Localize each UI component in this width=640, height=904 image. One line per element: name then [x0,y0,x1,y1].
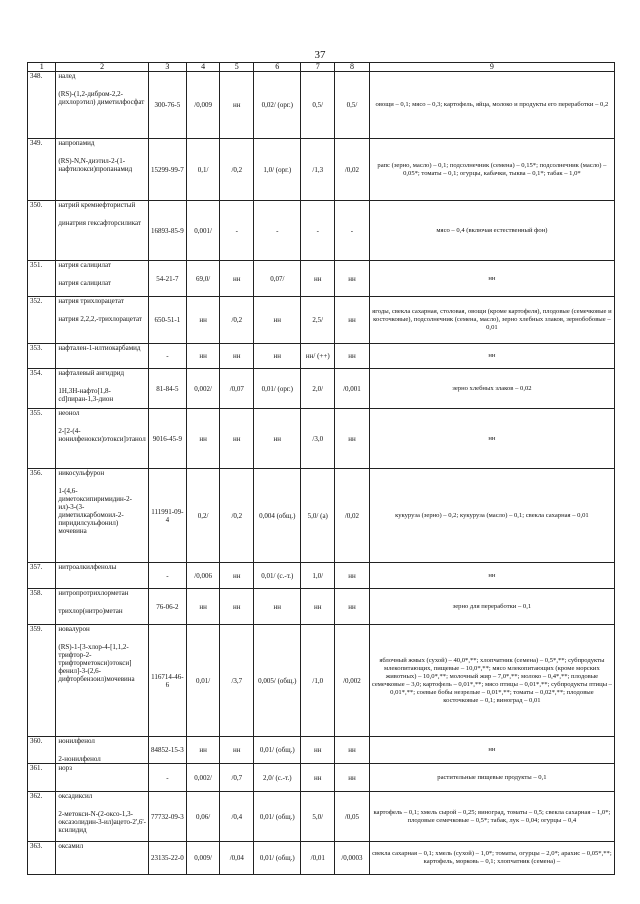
cas-number: 54-21-7 [148,261,186,297]
common-name: натрия салицилат [58,261,111,269]
col4-value: нн [186,297,220,344]
col7-value: нн [301,764,335,792]
col4-value: 0,001/ [186,201,220,261]
header-cell: 2 [56,63,149,72]
col8-value: нн [335,344,370,369]
col6-value: нн [254,409,301,469]
row-number: 359. [28,625,56,737]
chemical-name: (RS)-(1,2-дибром-2,2-дихлорэтил) диметилфосфат [58,90,145,106]
col7-value: /0,01 [301,842,335,875]
substance-name [56,469,149,563]
col4-value: 0,06/ [186,792,220,842]
col8-value: 0,5/ [335,72,370,139]
products-limits: зерно для переработки – 0,1 [369,589,614,625]
col8-value: /0,02 [335,469,370,563]
common-name: новалурон [58,625,90,633]
header-cell: 5 [220,63,254,72]
col5-value: /0,04 [220,842,254,875]
col6-value: нн [254,297,301,344]
cas-number: 116714-46-6 [148,625,186,737]
col6-value: 0,004 (общ.) [254,469,301,563]
products-limits: растительные пищевые продукты – 0,1 [369,764,614,792]
col4-value: нн [186,737,220,764]
products-limits: нн [369,344,614,369]
col6-value: 0,01/ (с.-т.) [254,563,301,589]
common-name: норз [58,764,72,772]
products-limits: нн [369,409,614,469]
col4-value: 69,0/ [186,261,220,297]
chemical-name: 1H,3H-нафто[1,8-cd]пиран-1,3-дион [58,387,114,403]
chemical-name: 1-(4,6-диметоксипиримидин-2-ил)-3-(3-диметилкарбомоил-2-пиридилсульфонил) мочевина [58,487,132,535]
page-number: 37 [314,49,326,61]
col4-value: 0,01/ [186,625,220,737]
cas-number: 111991-09-4 [148,469,186,563]
col7-value: нн/ (++) [301,344,335,369]
col7-value: 0,5/ [301,72,335,139]
col7-value: /3,0 [301,409,335,469]
substance-name [56,261,149,297]
common-name: оксадиксил [58,792,93,800]
row-number: 350. [28,201,56,261]
substance-name [56,764,149,792]
common-name: нитропротрихлорметан [58,589,129,597]
col4-value: 0,1/ [186,139,220,201]
col8-value: /0,0003 [335,842,370,875]
col6-value: - [254,201,301,261]
chemical-name: 2-метокси-N-(2-оксо-1,3-оксазолидин-3-ил)ацето-2',6'-ксилидид [58,810,146,834]
col7-value: /1,3 [301,139,335,201]
chemical-name: 2-нонилфенол [58,755,101,763]
table-row [28,297,615,344]
col6-value: нн [254,344,301,369]
col6-value: 0,01/ (общ.) [254,737,301,764]
col5-value: - [220,201,254,261]
substance-name [56,842,149,875]
col8-value: /0,002 [335,625,370,737]
table-row [28,369,615,409]
cas-number: 84852-15-3 [148,737,186,764]
row-number: 362. [28,792,56,842]
col4-value: нн [186,344,220,369]
row-number: 358. [28,589,56,625]
substance-name [56,344,149,369]
col7-value: - [301,201,335,261]
chemical-name: натрия 2,2,2,-трихлорацетат [58,315,142,323]
col8-value: нн [335,297,370,344]
table-row [28,261,615,297]
table-row [28,344,615,369]
col5-value: /0,7 [220,764,254,792]
substance-name [56,72,149,139]
col7-value: 5,0/ (а) [301,469,335,563]
cas-number: 81-84-5 [148,369,186,409]
substance-name [56,737,149,764]
substance-name [56,297,149,344]
col7-value: нн [301,737,335,764]
col8-value: нн [335,589,370,625]
col5-value: /0,2 [220,297,254,344]
row-number: 356. [28,469,56,563]
row-number: 348. [28,72,56,139]
common-name: нафтален-1-илтиокарбамид [58,344,141,352]
col7-value: 2,0/ [301,369,335,409]
col5-value: нн [220,72,254,139]
col4-value: 0,002/ [186,764,220,792]
col4-value: /0,006 [186,563,220,589]
col8-value: /0,02 [335,139,370,201]
substance-name [56,589,149,625]
col5-value: нн [220,737,254,764]
header-cell: 6 [254,63,301,72]
table-row [28,139,615,201]
col7-value: 5,0/ [301,792,335,842]
col4-value: /0,009 [186,72,220,139]
row-number: 361. [28,764,56,792]
col5-value: /0,2 [220,469,254,563]
table-row [28,563,615,589]
products-limits: кукуруза (зерно) – 0,2; кукуруза (масло) – 0,1; свекла сахарная – 0,01 [369,469,614,563]
products-limits: мясо – 0,4 (включая естественный фон) [369,201,614,261]
col5-value: /0,2 [220,139,254,201]
col6-value: нн [254,589,301,625]
col5-value: нн [220,563,254,589]
common-name: налед [58,72,76,80]
col6-value: 0,005/ (общ.) [254,625,301,737]
col6-value: 0,07/ [254,261,301,297]
col8-value: нн [335,737,370,764]
col6-value: 0,01/ (орг.) [254,369,301,409]
cas-number: 16893-85-9 [148,201,186,261]
col5-value: нн [220,409,254,469]
col8-value: нн [335,764,370,792]
table-row [28,201,615,261]
cas-number: - [148,344,186,369]
row-number: 351. [28,261,56,297]
regulation-table [27,62,615,875]
table-row [28,625,615,737]
chemical-name: 2-[2-(4-нонилфенокси)этокси]этанол [58,427,146,443]
col6-value: 0,01/ (общ.) [254,792,301,842]
table-row [28,737,615,764]
col8-value: /0,001 [335,369,370,409]
cas-number: 9016-45-9 [148,409,186,469]
row-number: 355. [28,409,56,469]
chemical-name: динатрия гексафторсиликат [58,219,142,227]
substance-name [56,563,149,589]
header-cell: 1 [28,63,56,72]
col7-value: 1,0/ [301,563,335,589]
cas-number: 650-51-1 [148,297,186,344]
header-cell: 3 [148,63,186,72]
col4-value: 0,002/ [186,369,220,409]
cas-number: 77732-09-3 [148,792,186,842]
table-row [28,72,615,139]
products-limits: рапс (зерно, масло) – 0,1; подсолнечник (семена) – 0,15*; подсолнечник (масло) – 0,05*; томаты – 0,1; огурцы, кабачки, тыква – 0,1*; табак – 1,0* [369,139,614,201]
col8-value: нн [335,409,370,469]
table-row [28,842,615,875]
common-name: напропамид [58,139,95,147]
col8-value: - [335,201,370,261]
row-number: 354. [28,369,56,409]
substance-name [56,792,149,842]
cas-number: - [148,563,186,589]
col5-value: /0,4 [220,792,254,842]
col4-value: 0,2/ [186,469,220,563]
col4-value: нн [186,409,220,469]
cas-number: 23135-22-0 [148,842,186,875]
products-limits: картофель – 0,1; хмель сырой – 0,25; виноград, томаты – 0,5; свекла сахарная – 1,0*; плодовые семечковые – 0,5*; табак, лук – 0,04; огурцы – 0,4 [369,792,614,842]
row-number: 357. [28,563,56,589]
common-name: нонилфенол [58,737,95,745]
col4-value: нн [186,589,220,625]
products-limits: нн [369,261,614,297]
col7-value: /1,0 [301,625,335,737]
cas-number: - [148,764,186,792]
col6-value: 2,0/ (с.-т.) [254,764,301,792]
col7-value: 2,5/ [301,297,335,344]
chemical-name: натрия салицилат [58,279,111,287]
col5-value: /0,07 [220,369,254,409]
products-limits: зерно хлебных злаков – 0,02 [369,369,614,409]
col5-value: нн [220,344,254,369]
table-row [28,764,615,792]
cas-number: 15299-99-7 [148,139,186,201]
col6-value: 1,0/ (орг.) [254,139,301,201]
row-number: 349. [28,139,56,201]
col5-value: нн [220,261,254,297]
table-row [28,589,615,625]
products-limits: свекла сахарная – 0,1; хмель (сухой) – 1,0*; томаты, огурцы – 2,0*; арахис – 0,05*,**; картофель, морковь – 0,1; хлопчатник (семена) – [369,842,614,875]
row-number: 352. [28,297,56,344]
col5-value: /3,7 [220,625,254,737]
substance-name [56,625,149,737]
header-cell: 4 [186,63,220,72]
col8-value: нн [335,563,370,589]
chemical-name: (RS)-N,N-диэтил-2-(1-нафтилокси)пропанамид [58,157,133,173]
header-cell: 9 [369,63,614,72]
products-limits: нн [369,563,614,589]
products-limits: овощи – 0,1; мясо – 0,3; картофель, яйца, молоко и продукты его переработки – 0,2 [369,72,614,139]
common-name: неонол [58,409,80,417]
products-limits: яблочный жмых (сухой) – 40,0*,**; хлопчатник (семена) – 0,5*,**; субпродукты млекопитающих, пищевые – 10,0*,**; мясо млекопитающих (кроме морских животных) – 10,0*,**; молочный жир – 7,0*,**; молоко – 0,4*,**; плодовые семечковые – 3,0; картофель – 0,01*,**; мясо птицы – 0,01*,**; субпродукты птицы – 0,01*,**; соевые бобы незрелые – 0,01*,**; томаты – 0,02*,**; плодовые косточковые – 0,1; виноград – 0,01 [369,625,614,737]
substance-name [56,409,149,469]
substance-name [56,139,149,201]
header-cell: 8 [335,63,370,72]
common-name: никосульфурон [58,469,105,477]
substance-name [56,201,149,261]
products-limits: нн [369,737,614,764]
cas-number: 300-76-5 [148,72,186,139]
products-limits: ягоды, свекла сахарная, столовая, овощи (кроме картофеля), плодовые (семечковые и косточковые), подсолнечник (семена, масло), зерно хлебных злаков, зернобобовые – 0,01 [369,297,614,344]
chemical-name: трихлор(нитро)метан [58,607,123,615]
common-name: нафталевый ангидрид [58,369,125,377]
header-cell: 7 [301,63,335,72]
col8-value: нн [335,261,370,297]
common-name: натрия трихлорацетат [58,297,124,305]
header-row [28,63,615,72]
row-number: 360. [28,737,56,764]
table-row [28,409,615,469]
table-row [28,469,615,563]
substance-name [56,369,149,409]
row-number: 363. [28,842,56,875]
common-name: нитроалкилфенолы [58,563,117,571]
chemical-name: (RS)-1-[3-хлор-4-[1,1,2-трифтор-2-трифторметокси)этокси] фенил]-3-(2,6-дифторбензоил)мочевина [58,643,135,683]
cas-number: 76-06-2 [148,589,186,625]
row-number: 353. [28,344,56,369]
col6-value: 0,02/ (орг.) [254,72,301,139]
common-name: натрий кремнефтористый [58,201,136,209]
col7-value: нн [301,261,335,297]
col7-value: нн [301,589,335,625]
table-row [28,792,615,842]
col6-value: 0,01/ (общ.) [254,842,301,875]
col8-value: /0,05 [335,792,370,842]
col5-value: нн [220,589,254,625]
common-name: оксамил [58,842,84,850]
col4-value: 0,009/ [186,842,220,875]
